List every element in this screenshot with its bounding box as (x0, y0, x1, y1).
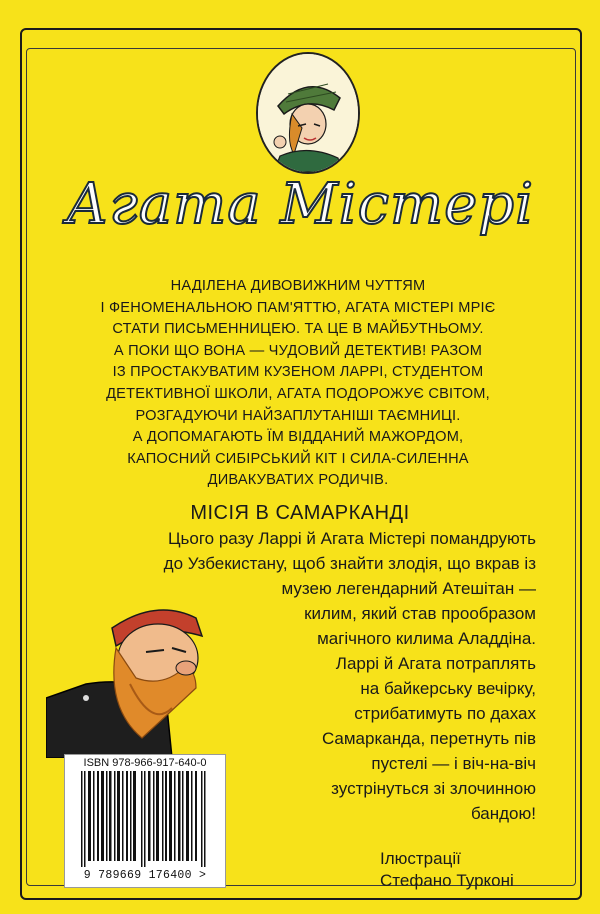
description-line: магічного килима Аладдіна. (317, 629, 536, 648)
series-title: Агата Містері (66, 172, 534, 237)
series-synopsis (78, 276, 518, 492)
description-line: килим, який став прообразом (304, 604, 536, 623)
description-line: Цього разу Ларрі й Агата Містері помандрують (167, 529, 536, 548)
synopsis-line: ДИВАКУВАТИХ РОДИЧІВ. (207, 472, 389, 489)
description-line: музею легендарний Атешітан — (281, 579, 536, 598)
synopsis-line: РОЗГАДУЮЧИ НАЙЗАПЛУТАНІШІ ТАЄМНИЦІ. (135, 407, 461, 424)
description-line: Самарканда, перетнуть пів (321, 729, 536, 748)
synopsis-line: КАПОСНИЙ СИБІРСЬКИЙ КІТ І СИЛА-СИЛЕННА (127, 450, 469, 467)
detective-portrait-illustration (258, 54, 358, 172)
synopsis-line: ДЕТЕКТИВНОЇ ШКОЛИ, АГАТА ПОДОРОЖУЄ СВІТОМ, (106, 385, 490, 402)
illustrator-credits (380, 848, 550, 892)
description-line: пустелі — і віч-на-віч (371, 754, 536, 773)
book-title: МІСІЯ В САМАРКАНДІ (190, 502, 410, 524)
synopsis-line: І ФЕНОМЕНАЛЬНОЮ ПАМ'ЯТТЮ, АГАТА МІСТЕРІ МРІЄ (100, 299, 496, 316)
barcode-digits: 9 789669 176400 > (83, 869, 207, 882)
isbn-barcode (64, 754, 226, 888)
illustrator-name: Стефано Турконі (380, 871, 514, 890)
isbn-label: ISBN 978-966-917-640-0 (83, 757, 207, 769)
synopsis-line: ІЗ ПРОСТАКУВАТИМ КУЗЕНОМ ЛАРРІ, СТУДЕНТОМ (112, 364, 484, 381)
description-line: до Узбекистану, щоб знайти злодія, що вкрав із (163, 554, 536, 573)
description-line: зустрінуться зі злочинною (331, 779, 536, 798)
synopsis-line: А ДОПОМАГАЮТЬ ЇМ ВІДДАНИЙ МАЖОРДОМ, (132, 429, 464, 446)
description-line: бандою! (470, 804, 536, 823)
synopsis-line: СТАТИ ПИСЬМЕННИЦЕЮ. ТА ЦЕ В МАЙБУТНЬОМУ. (112, 321, 484, 338)
barcode-bars (71, 771, 219, 867)
description-line: Ларрі й Агата потраплять (335, 654, 536, 673)
synopsis-line: НАДІЛЕНА ДИВОВИЖНИМ ЧУТТЯМ (170, 278, 426, 294)
description-line: на байкерську вечірку, (360, 679, 536, 698)
description-line: стрибатимуть по дахах (354, 704, 536, 723)
detective-portrait-medallion (256, 52, 360, 174)
credits-label: Ілюстрації (380, 849, 461, 868)
synopsis-line: А ПОКИ ЩО ВОНА — ЧУДОВИЙ ДЕТЕКТИВ! РАЗОМ (113, 342, 483, 359)
